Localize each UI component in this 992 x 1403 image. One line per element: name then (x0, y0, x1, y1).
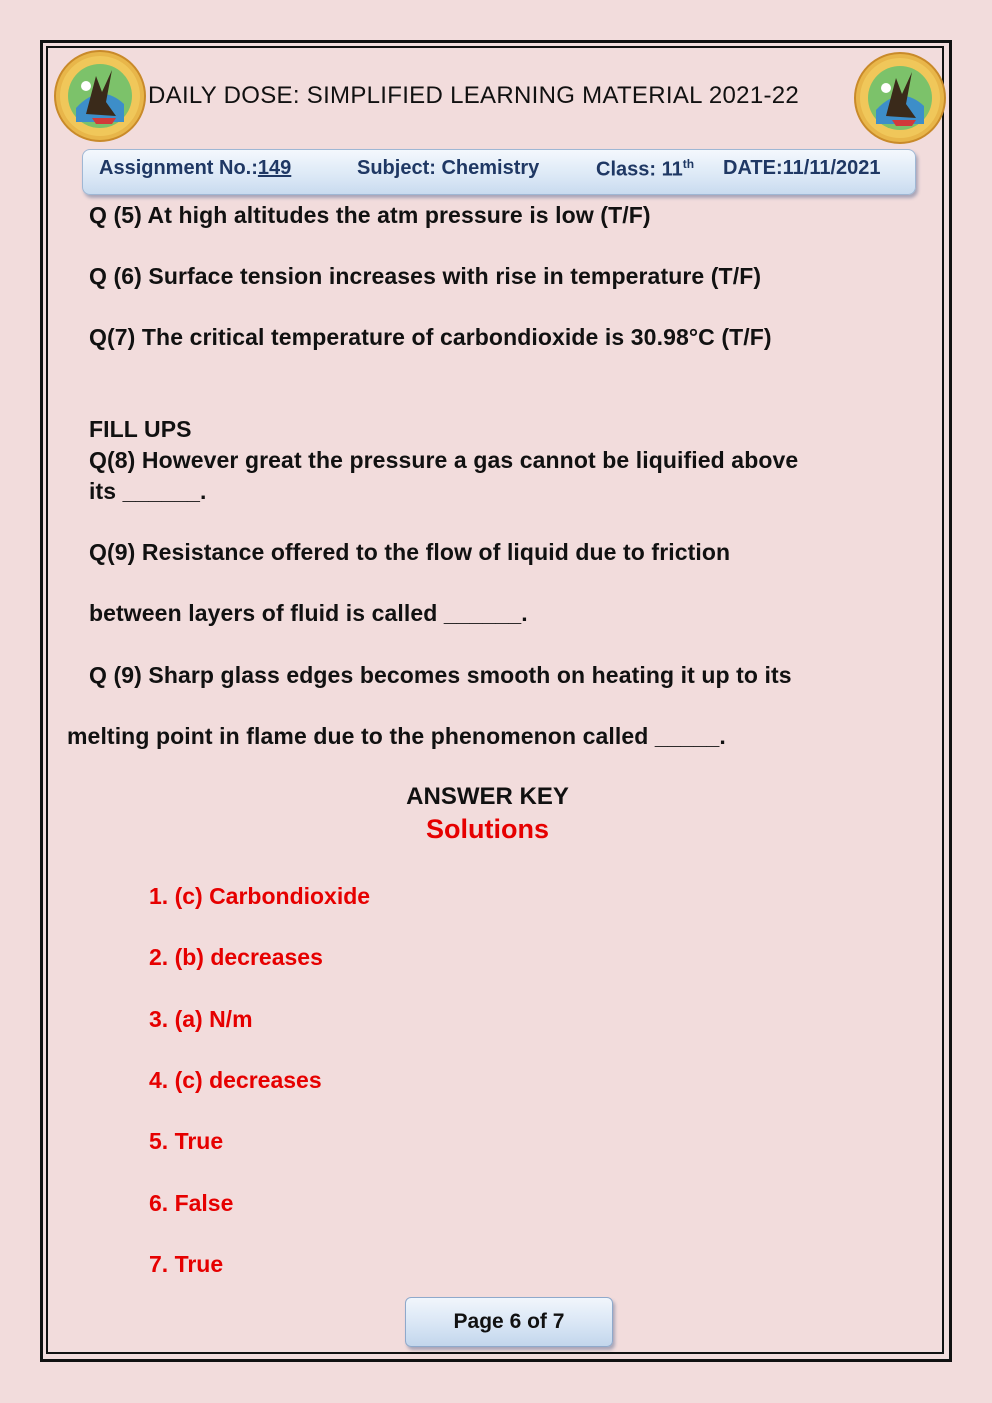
question-9a-line-1: Q(9) Resistance offered to the flow of liquid due to friction (89, 539, 731, 565)
answer-item: 7. True (149, 1251, 224, 1277)
question-9b-line-2: melting point in flame due to the phenomenon called _____. (67, 723, 726, 749)
answer-item: 1. (c) Carbondioxide (149, 883, 371, 909)
section-heading-fill-ups: FILL UPS (89, 416, 192, 442)
page-border-inner (46, 46, 944, 1354)
answer-item: 6. False (149, 1190, 234, 1216)
answer-item: 4. (c) decreases (149, 1067, 322, 1093)
class-label: Class: 11th (596, 157, 695, 181)
page-indicator (405, 1297, 613, 1347)
answer-item: 3. (a) N/m (149, 1006, 253, 1032)
assignment-number: 149 (257, 157, 292, 179)
school-emblem-icon (854, 52, 946, 144)
question-8-line-1: Q(8) However great the pressure a gas cannot be liquified above (89, 447, 799, 473)
question-5: Q (5) At high altitudes the atm pressure is low (T/F) (89, 202, 651, 228)
question-9a-line-2: between layers of fluid is called ______. (89, 600, 528, 626)
answer-key-heading: ANSWER KEY (406, 783, 569, 810)
solutions-heading: Solutions (426, 814, 549, 844)
question-6: Q (6) Surface tension increases with rise in temperature (T/F) (89, 263, 762, 289)
question-7: Q(7) The critical temperature of carbondioxide is 30.98°C (T/F) (89, 324, 772, 350)
answer-item: 2. (b) decreases (149, 944, 323, 970)
question-8-line-2: its ______. (89, 478, 207, 504)
question-9b-line-1: Q (9) Sharp glass edges becomes smooth on heating it up to its (89, 662, 792, 688)
subject-label: Subject: Chemistry (357, 157, 540, 179)
date-label: DATE:11/11/2021 (723, 157, 881, 179)
school-emblem-icon (54, 50, 146, 142)
page-number-label: Page 6 of 7 (453, 1310, 565, 1333)
assignment-label: Assignment No.:149 (99, 157, 292, 179)
document-title: DAILY DOSE: SIMPLIFIED LEARNING MATERIAL 2021-22 (148, 82, 800, 109)
answer-item: 5. True (149, 1128, 224, 1154)
